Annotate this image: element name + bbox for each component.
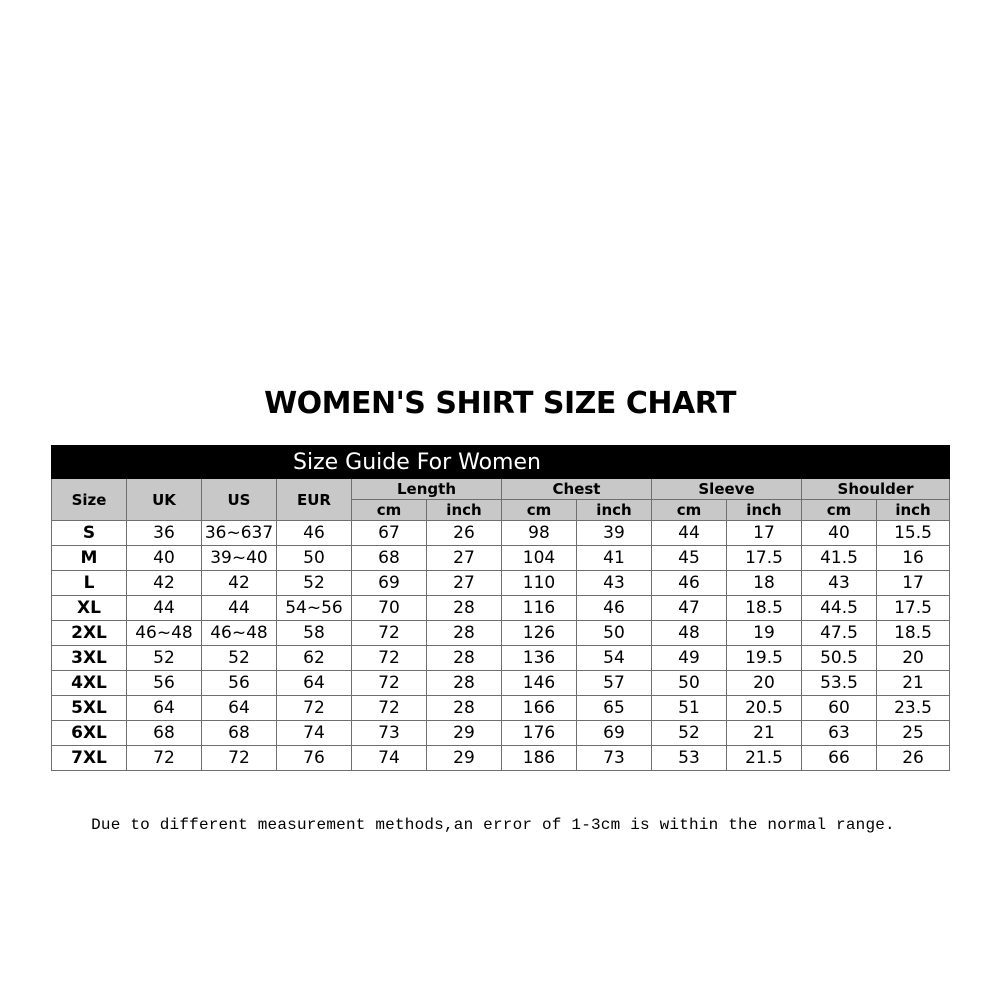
cell-size: 5XL: [52, 696, 127, 721]
cell-sleeve-inch: 18: [727, 571, 802, 596]
cell-length-inch: 28: [427, 646, 502, 671]
cell-chest-inch: 43: [577, 571, 652, 596]
header-length-inch: inch: [427, 500, 502, 521]
cell-length-cm: 70: [352, 596, 427, 621]
measurement-note: Due to different measurement methods,an error of 1-3cm is within the normal range.: [91, 816, 895, 834]
size-rows: [52, 521, 950, 771]
cell-sleeve-inch: 20: [727, 671, 802, 696]
cell-chest-cm: 126: [502, 621, 577, 646]
cell-length-cm: 73: [352, 721, 427, 746]
cell-chest-cm: 104: [502, 546, 577, 571]
cell-chest-inch: 73: [577, 746, 652, 771]
cell-shoulder-cm: 43: [802, 571, 877, 596]
cell-sleeve-cm: 50: [652, 671, 727, 696]
cell-size: S: [52, 521, 127, 546]
cell-us: 72: [202, 746, 277, 771]
header-length: Length: [352, 479, 502, 500]
cell-us: 52: [202, 646, 277, 671]
cell-eur: 62: [277, 646, 352, 671]
cell-sleeve-inch: 21.5: [727, 746, 802, 771]
cell-chest-inch: 57: [577, 671, 652, 696]
cell-size: XL: [52, 596, 127, 621]
cell-size: 6XL: [52, 721, 127, 746]
cell-size: 7XL: [52, 746, 127, 771]
cell-eur: 46: [277, 521, 352, 546]
cell-uk: 40: [127, 546, 202, 571]
header-chest: Chest: [502, 479, 652, 500]
cell-chest-inch: 65: [577, 696, 652, 721]
cell-length-cm: 72: [352, 646, 427, 671]
cell-eur: 76: [277, 746, 352, 771]
cell-eur: 52: [277, 571, 352, 596]
table-row: [52, 746, 950, 771]
size-guide-banner: Size Guide For Women: [52, 446, 950, 479]
cell-uk: 52: [127, 646, 202, 671]
cell-eur: 54~56: [277, 596, 352, 621]
table-row: [52, 571, 950, 596]
cell-uk: 64: [127, 696, 202, 721]
cell-shoulder-cm: 50.5: [802, 646, 877, 671]
cell-uk: 68: [127, 721, 202, 746]
cell-us: 64: [202, 696, 277, 721]
cell-sleeve-inch: 17.5: [727, 546, 802, 571]
cell-us: 46~48: [202, 621, 277, 646]
cell-sleeve-cm: 44: [652, 521, 727, 546]
cell-length-inch: 27: [427, 546, 502, 571]
header-length-cm: cm: [352, 500, 427, 521]
cell-chest-inch: 50: [577, 621, 652, 646]
cell-shoulder-cm: 63: [802, 721, 877, 746]
table-row: [52, 671, 950, 696]
cell-shoulder-cm: 66: [802, 746, 877, 771]
cell-sleeve-cm: 46: [652, 571, 727, 596]
cell-length-cm: 72: [352, 621, 427, 646]
cell-uk: 56: [127, 671, 202, 696]
cell-chest-cm: 98: [502, 521, 577, 546]
cell-length-inch: 26: [427, 521, 502, 546]
cell-length-inch: 28: [427, 596, 502, 621]
cell-sleeve-cm: 51: [652, 696, 727, 721]
table-row: [52, 596, 950, 621]
cell-chest-inch: 69: [577, 721, 652, 746]
table-row: [52, 621, 950, 646]
cell-us: 42: [202, 571, 277, 596]
cell-chest-inch: 39: [577, 521, 652, 546]
cell-chest-cm: 146: [502, 671, 577, 696]
cell-eur: 58: [277, 621, 352, 646]
cell-us: 56: [202, 671, 277, 696]
cell-size: 3XL: [52, 646, 127, 671]
cell-sleeve-inch: 18.5: [727, 596, 802, 621]
cell-sleeve-inch: 21: [727, 721, 802, 746]
cell-shoulder-inch: 20: [877, 646, 950, 671]
table-row: [52, 696, 950, 721]
cell-shoulder-inch: 18.5: [877, 621, 950, 646]
cell-chest-inch: 54: [577, 646, 652, 671]
cell-length-inch: 27: [427, 571, 502, 596]
cell-shoulder-cm: 60: [802, 696, 877, 721]
header-eur: EUR: [277, 479, 352, 521]
table-row: [52, 521, 950, 546]
header-chest-cm: cm: [502, 500, 577, 521]
header-shoulder: Shoulder: [802, 479, 950, 500]
cell-size: 4XL: [52, 671, 127, 696]
cell-uk: 46~48: [127, 621, 202, 646]
cell-size: L: [52, 571, 127, 596]
cell-chest-cm: 176: [502, 721, 577, 746]
cell-sleeve-inch: 17: [727, 521, 802, 546]
cell-chest-inch: 46: [577, 596, 652, 621]
cell-length-cm: 72: [352, 696, 427, 721]
cell-shoulder-inch: 16: [877, 546, 950, 571]
cell-us: 39~40: [202, 546, 277, 571]
header-shoulder-cm: cm: [802, 500, 877, 521]
cell-us: 36~637: [202, 521, 277, 546]
header-chest-inch: inch: [577, 500, 652, 521]
cell-length-cm: 72: [352, 671, 427, 696]
cell-uk: 44: [127, 596, 202, 621]
cell-shoulder-inch: 17: [877, 571, 950, 596]
cell-length-inch: 28: [427, 696, 502, 721]
cell-sleeve-cm: 53: [652, 746, 727, 771]
cell-shoulder-cm: 40: [802, 521, 877, 546]
cell-sleeve-inch: 20.5: [727, 696, 802, 721]
cell-length-cm: 67: [352, 521, 427, 546]
cell-shoulder-inch: 23.5: [877, 696, 950, 721]
cell-shoulder-cm: 41.5: [802, 546, 877, 571]
cell-shoulder-inch: 15.5: [877, 521, 950, 546]
cell-shoulder-cm: 44.5: [802, 596, 877, 621]
table-row: [52, 646, 950, 671]
cell-length-inch: 29: [427, 746, 502, 771]
cell-length-cm: 68: [352, 546, 427, 571]
cell-sleeve-cm: 47: [652, 596, 727, 621]
cell-shoulder-cm: 47.5: [802, 621, 877, 646]
cell-length-inch: 29: [427, 721, 502, 746]
cell-us: 68: [202, 721, 277, 746]
cell-size: 2XL: [52, 621, 127, 646]
cell-eur: 64: [277, 671, 352, 696]
cell-eur: 50: [277, 546, 352, 571]
header-us: US: [202, 479, 277, 521]
chart-title: WOMEN'S SHIRT SIZE CHART: [264, 386, 736, 421]
cell-sleeve-cm: 49: [652, 646, 727, 671]
size-chart-table: [51, 445, 950, 771]
cell-chest-cm: 186: [502, 746, 577, 771]
cell-length-cm: 69: [352, 571, 427, 596]
table-row: [52, 721, 950, 746]
header-sleeve-cm: cm: [652, 500, 727, 521]
cell-sleeve-inch: 19.5: [727, 646, 802, 671]
cell-shoulder-inch: 17.5: [877, 596, 950, 621]
cell-length-inch: 28: [427, 671, 502, 696]
cell-uk: 36: [127, 521, 202, 546]
header-sleeve: Sleeve: [652, 479, 802, 500]
cell-uk: 42: [127, 571, 202, 596]
cell-chest-cm: 166: [502, 696, 577, 721]
cell-uk: 72: [127, 746, 202, 771]
cell-chest-inch: 41: [577, 546, 652, 571]
cell-size: M: [52, 546, 127, 571]
header-size: Size: [52, 479, 127, 521]
cell-chest-cm: 116: [502, 596, 577, 621]
header-shoulder-inch: inch: [877, 500, 950, 521]
header-uk: UK: [127, 479, 202, 521]
cell-shoulder-inch: 21: [877, 671, 950, 696]
cell-sleeve-cm: 48: [652, 621, 727, 646]
table-row: [52, 546, 950, 571]
cell-eur: 74: [277, 721, 352, 746]
cell-length-inch: 28: [427, 621, 502, 646]
cell-sleeve-inch: 19: [727, 621, 802, 646]
cell-shoulder-cm: 53.5: [802, 671, 877, 696]
cell-shoulder-inch: 26: [877, 746, 950, 771]
cell-shoulder-inch: 25: [877, 721, 950, 746]
cell-us: 44: [202, 596, 277, 621]
header-sleeve-inch: inch: [727, 500, 802, 521]
cell-sleeve-cm: 52: [652, 721, 727, 746]
cell-length-cm: 74: [352, 746, 427, 771]
cell-sleeve-cm: 45: [652, 546, 727, 571]
cell-chest-cm: 136: [502, 646, 577, 671]
cell-eur: 72: [277, 696, 352, 721]
cell-chest-cm: 110: [502, 571, 577, 596]
